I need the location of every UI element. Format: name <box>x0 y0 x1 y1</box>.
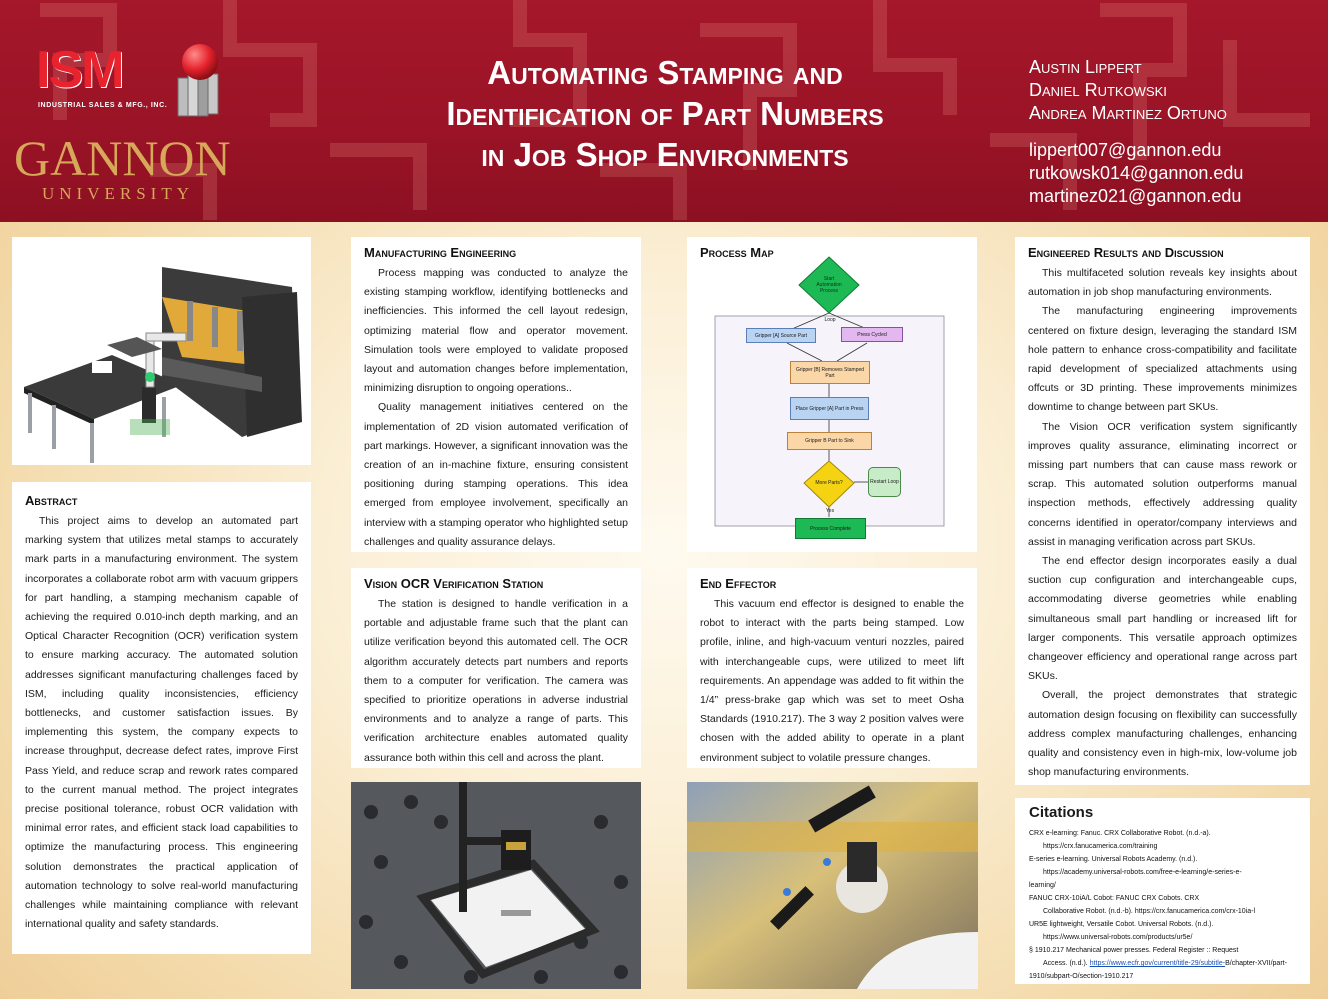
author-name: Andrea Martinez Ortuno <box>1029 103 1227 123</box>
title-line-3: in Job Shop Environments <box>481 136 849 173</box>
citation-line: CRX e-learning: Fanuc. CRX Collaborative Robot. (n.d.-a). <box>1029 830 1211 837</box>
process-loop-label: Loop <box>824 317 836 323</box>
ism-logo <box>36 41 226 118</box>
author-email[interactable]: rutkowsk014@gannon.edu <box>1029 163 1244 183</box>
author-list <box>1029 56 1319 125</box>
citations-heading: Citations <box>1029 804 1094 821</box>
citation-line <box>1029 957 1296 970</box>
end-effector-heading: End Effector <box>700 576 777 591</box>
abstract-text: This project aims to develop an automated part marking system that utilizes metal stamps to accurately mark parts in a manufacturing environment. The system incorporates a collaborate robot arm with vacuum grippers for part handling, a stamping mechanism capable of achieving the required 0.010-inch depth marking, and an Optical Character Recognition (OCR) verification system to ensure marking accuracy. The automated solution addresses significant manufacturing challenges faced by ISM, including quality inconsistencies, efficiency bottlenecks, and customer satisfaction issues. By implementing this system, the company expects to increase throughput, decrease defect rates, improve First Pass Yield, and reduce scrap and rework rates compared to the current manual method. The project integrates precise positional tolerance, robust OCR validation with minimal error rates, and efficient stack load capabilities to optimize the manufacturing process. This engineering solution demonstrates the practical application of automation technology to solve real-world manufacturing challenges while maintaining compliance with relevant international quality and safety standards. <box>25 515 298 931</box>
press-brake-cad-drawing <box>12 237 311 465</box>
end-effector-paragraph: This vacuum end effector is designed to enable the robot to interact with the parts being stamped. Low profile, inline, and high-vacuum venturi nozzles, paired with interchangeable cups, were utilized to meet lift requirements. An appendage was added to fit within the 1/4” press-brake gap which was set to meet Osha Standards (1910.217). The 3 way 2 position valves were chosen with the added ability to operate in a plant environment subject to volatile pressure changes. <box>700 598 964 764</box>
gannon-logo <box>14 130 231 204</box>
citation-line: Collaborative Robot. (n.d.-b). https://crx.fanucamerica.com/crx-10ia-l <box>1043 908 1256 915</box>
process-yes-label: Yes <box>825 508 835 514</box>
manufacturing-panel <box>351 237 641 552</box>
title-line-1: Automating Stamping and <box>487 54 843 91</box>
poster-header <box>0 0 1328 222</box>
results-paragraph: Overall, the project demonstrates that strategic automation design focusing on flexibility can successfully address complex manufacturing challenges, enhancing quality and consistency even in high-mix, low-volume job shop manufacturing environments. <box>1028 689 1297 779</box>
process-step-press-cycled: Press Cycled <box>841 327 903 342</box>
citation-url[interactable]: https://academy.universal-robots.com/free-e-learning/e-series-e- <box>1043 869 1242 876</box>
citation-line: learning/ <box>1029 882 1056 889</box>
results-heading: Engineered Results and Discussion <box>1028 245 1224 260</box>
vision-ocr-paragraph: The station is designed to handle verification in a portable and adjustable frame such that the plant can utilize verification beyond this automated cell. The OCR algorithm accurately detects part numbers and reports them to a computer for verification. The camera was specified to prioritize operations in adverse industrial environments and to analyze a range of parts. This verification architecture enables automated quality assurance both within this cell and across the plant. <box>364 598 628 764</box>
citation-url[interactable]: https://www.universal-robots.com/products/ur5e/ <box>1043 934 1193 941</box>
ism-sphere-icon <box>174 44 226 118</box>
process-map-panel <box>687 237 977 552</box>
results-panel <box>1015 237 1310 785</box>
abstract-heading: Abstract <box>25 493 78 508</box>
gannon-logo-text: GANNON <box>14 130 231 186</box>
end-effector-photo <box>687 782 978 989</box>
process-step-gripper-a-source: Gripper [A] Source Part <box>746 328 816 343</box>
results-paragraph: The end effector design incorporates easily a dual suction cup configuration and interchangeable cups, accommodating diverse geometries while enabling simultaneous small part handling or increased lift for larger components. This versatile approach optimizes changeover efficiency and operational range across part SKUs. <box>1028 555 1297 683</box>
citation-line: FANUC CRX-10iA/L Cobot: FANUC CRX Cobots. CRX <box>1029 895 1200 902</box>
results-paragraph: The Vision OCR verification system significantly improves quality assurance, eliminating incorrect or missing part numbers that can cause mass rework or scrap. This automated solution outperforms manual inspection methods, effectively addressing quality concerns identified in operator/company interviews and assist in managing verification across part SKUs. <box>1028 420 1297 548</box>
gannon-logo-subtitle: UNIVERSITY <box>42 184 194 203</box>
author-name: Daniel Rutkowski <box>1029 80 1167 100</box>
manufacturing-heading: Manufacturing Engineering <box>364 245 517 260</box>
title-line-2: Identification of Part Numbers <box>446 95 884 132</box>
manufacturing-paragraph: Quality management initiatives centered on the implementation of 2D vision automated verification of part markings. However, a significant innovation was the creation of an in-machine fixture, ensuring consistent positioning during stamping operations. This idea emerged from employee involvement, specifically an interview with a stamping operator who highlighted setup challenges and quality assurance delays. <box>364 401 628 548</box>
citation-text: Access. (n.d.). <box>1043 960 1090 967</box>
author-email[interactable]: martinez021@gannon.edu <box>1029 186 1242 206</box>
citation-text: B/chapter-XVII/part- <box>1225 960 1287 967</box>
email-list <box>1029 139 1319 208</box>
author-email[interactable]: lippert007@gannon.edu <box>1029 140 1222 160</box>
process-step-gripper-b-removes: Gripper [B] Removes Stamped Part <box>790 361 870 384</box>
vision-ocr-panel <box>351 568 641 768</box>
ism-logo-text: ISM <box>36 41 123 99</box>
citation-entry <box>1029 827 1296 983</box>
poster-title <box>370 52 960 175</box>
process-step-gripper-b-sink: Gripper B Part to Sink <box>787 432 872 450</box>
citation-line: 1910/subpart-O/section-1910.217 <box>1029 973 1134 980</box>
end-effector-illustration <box>687 782 978 989</box>
citation-line: § 1910.217 Mechanical power presses. Federal Register :: Request <box>1029 947 1239 954</box>
process-step-place-gripper-a: Place Gripper [A] Part in Press <box>790 397 869 420</box>
results-paragraph: The manufacturing engineering improvements centered on fixture design, leveraging the standard ISM hole pattern to enhance cross-compatibility and facilitate rapid development of specialized attachments using offcuts or 3D printing. These improvements minimizes downtime to change between part SKUs. <box>1028 305 1297 414</box>
citation-line: UR5E lightweight, Versatile Cobot. Universal Robots. (n.d.). <box>1029 921 1214 928</box>
results-paragraph: This multifaceted solution reveals key insights about automation in job shop manufacturing environments. <box>1028 267 1297 299</box>
vision-ocr-heading: Vision OCR Verification Station <box>364 576 544 591</box>
citations-panel <box>1015 798 1310 984</box>
author-name: Austin Lippert <box>1029 57 1142 77</box>
end-effector-panel <box>687 568 977 768</box>
abstract-panel <box>12 482 311 954</box>
process-decision-more-parts: More Parts? <box>815 480 843 486</box>
process-start-node: Start Automation Process <box>816 276 842 294</box>
process-map-diagram <box>687 237 977 552</box>
citation-url[interactable]: https://crx.fanucamerica.com/training <box>1043 843 1158 850</box>
manufacturing-paragraph: Process mapping was conducted to analyze the existing stamping workflow, identifying bottlenecks and inefficiencies. This informed the cell layout redesign, optimizing material flow and operator movement. Simulation tools were employed to validate proposed layout and automation changes before implementation, minimizing disruption to ongoing operations.. <box>364 267 628 395</box>
ocr-station-illustration <box>351 782 641 989</box>
ism-logo-subtitle: INDUSTRIAL SALES & MFG., INC. <box>38 102 168 109</box>
process-step-restart-loop: Restart Loop <box>868 467 901 497</box>
citation-link[interactable]: https://www.ecfr.gov/current/title-29/subtitle- <box>1089 960 1226 967</box>
process-end-node: Process Complete <box>795 518 866 539</box>
cad-model-image <box>12 237 311 465</box>
ocr-station-photo <box>351 782 641 989</box>
citation-line: E-series e-learning. Universal Robots Academy. (n.d.). <box>1029 856 1198 863</box>
process-map-heading: Process Map <box>700 245 774 260</box>
